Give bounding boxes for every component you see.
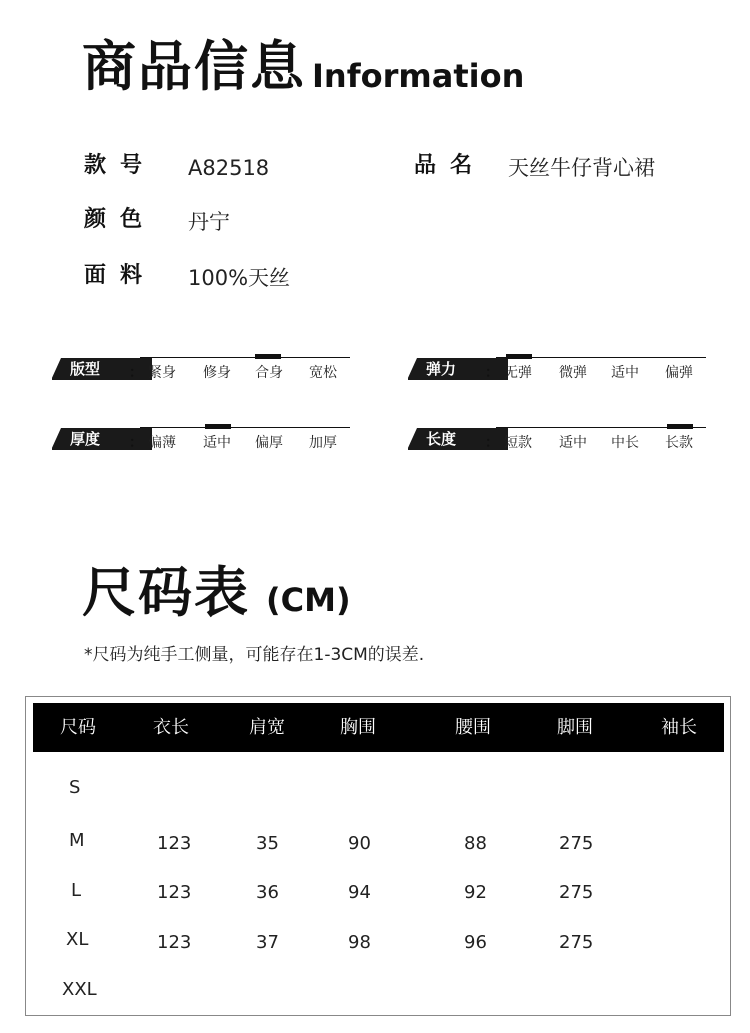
attr-fit-option: 紧身 xyxy=(148,365,176,381)
table-cell: 96 xyxy=(464,932,487,953)
attr-length-colon: ： xyxy=(485,435,499,451)
attr-thickness-option: 适中 xyxy=(203,435,231,451)
table-cell: 98 xyxy=(348,932,371,953)
size-chart-title: 尺码表 xyxy=(82,561,250,624)
attr-fit-colon: ： xyxy=(129,365,143,381)
info-subtitle: Information xyxy=(312,57,525,95)
attr-length-option: 短款 xyxy=(504,435,532,451)
attr-thickness-option: 偏薄 xyxy=(148,435,176,451)
color-label: 颜色 xyxy=(84,207,157,232)
attr-elasticity-option: 偏弹 xyxy=(665,365,693,381)
table-cell: 92 xyxy=(464,882,487,903)
table-cell-size: S xyxy=(69,777,81,798)
table-cell: 35 xyxy=(256,833,279,854)
fabric-label: 面料 xyxy=(84,263,157,288)
table-cell: 123 xyxy=(157,932,192,953)
table-cell: 88 xyxy=(464,833,487,854)
attr-length-marker xyxy=(667,424,693,429)
attr-thickness-line xyxy=(140,427,350,428)
attr-length-label: 长度 xyxy=(426,430,457,448)
table-header-cell: 胸围 xyxy=(340,717,376,738)
attr-thickness-option: 偏厚 xyxy=(255,435,283,451)
table-cell-size: L xyxy=(71,880,82,901)
table-header-cell: 腰围 xyxy=(455,717,491,738)
table-cell: 275 xyxy=(559,882,594,903)
attr-fit-option: 宽松 xyxy=(309,365,337,381)
table-cell: 275 xyxy=(559,932,594,953)
attr-fit-line xyxy=(140,357,350,358)
attr-elasticity-option: 微弹 xyxy=(559,365,587,381)
attr-elasticity-option: 适中 xyxy=(611,365,639,381)
table-header-cell: 袖长 xyxy=(661,717,697,738)
table-cell: 36 xyxy=(256,882,279,903)
table-cell-size: XL xyxy=(66,929,89,950)
attr-thickness-option: 加厚 xyxy=(309,435,337,451)
attr-fit-option: 修身 xyxy=(203,365,231,381)
size-table-header xyxy=(33,703,724,752)
table-header-cell: 肩宽 xyxy=(249,717,285,738)
table-cell: 90 xyxy=(348,833,371,854)
attr-fit-option: 合身 xyxy=(255,365,283,381)
table-cell: 275 xyxy=(559,833,594,854)
size-chart-note: *尺码为纯手工侧量，可能存在1-3CM的误差. xyxy=(84,645,425,665)
attr-thickness-marker xyxy=(205,424,231,429)
name-label: 品名 xyxy=(414,153,487,178)
table-cell-size: M xyxy=(69,830,85,851)
attr-elasticity-option: 无弹 xyxy=(504,365,532,381)
table-cell-size: XXL xyxy=(62,979,97,1000)
size-chart-unit: (CM) xyxy=(266,581,351,619)
attr-length-option: 长款 xyxy=(665,435,693,451)
color-value: 丹宁 xyxy=(188,210,230,234)
attr-thickness-label: 厚度 xyxy=(70,430,101,448)
attr-fit-marker xyxy=(255,354,281,359)
attr-length-option: 中长 xyxy=(611,435,639,451)
table-header-cell: 衣长 xyxy=(153,717,189,738)
style-no-label: 款号 xyxy=(84,153,157,178)
table-header-cell: 尺码 xyxy=(60,717,96,738)
table-cell: 123 xyxy=(157,833,192,854)
fabric-value: 100%天丝 xyxy=(188,266,291,290)
attr-length-option: 适中 xyxy=(559,435,587,451)
table-cell: 94 xyxy=(348,882,371,903)
attr-thickness-colon: ： xyxy=(129,435,143,451)
name-value: 天丝牛仔背心裙 xyxy=(508,156,655,180)
table-cell: 37 xyxy=(256,932,279,953)
attr-fit-label: 版型 xyxy=(70,360,101,378)
attr-elasticity-label: 弹力 xyxy=(426,360,457,378)
style-no-value: A82518 xyxy=(188,156,270,180)
attr-elasticity-colon: ： xyxy=(485,365,499,381)
table-header-cell: 脚围 xyxy=(557,717,593,738)
info-title: 商品信息 xyxy=(82,35,306,98)
table-cell: 123 xyxy=(157,882,192,903)
attr-elasticity-marker xyxy=(506,354,532,359)
